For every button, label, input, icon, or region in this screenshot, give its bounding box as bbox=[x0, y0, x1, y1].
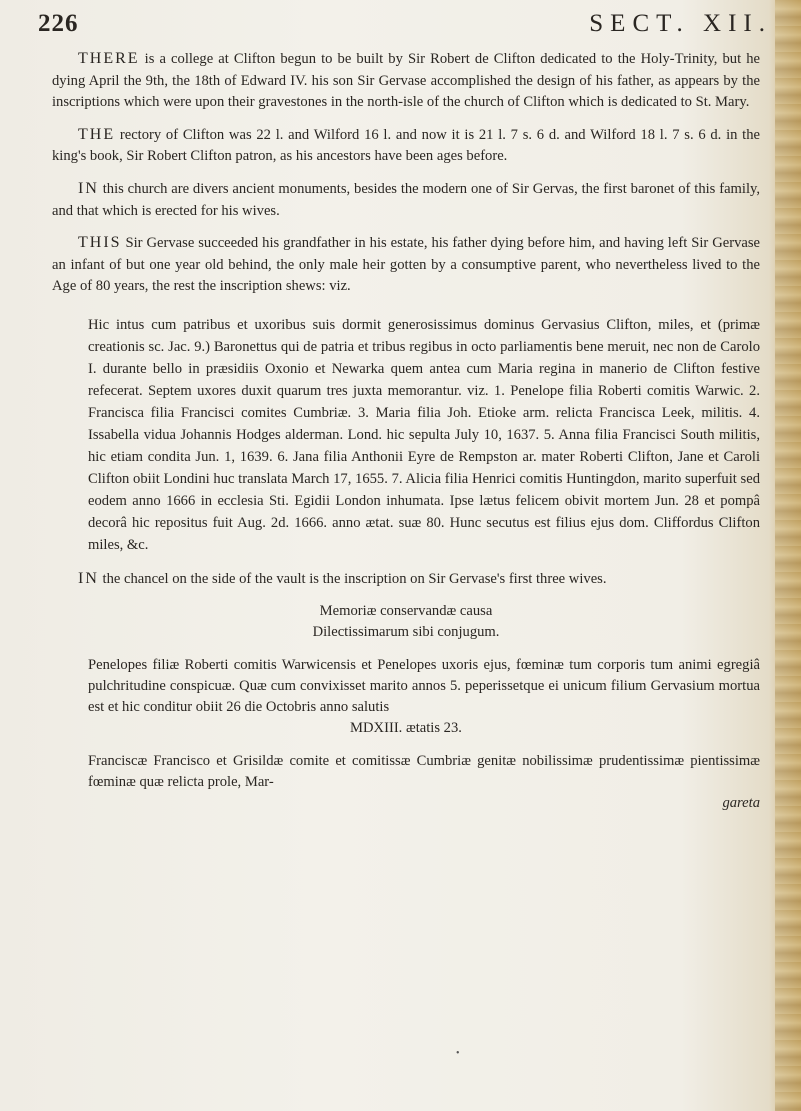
page-edge bbox=[775, 0, 801, 1111]
memoria-heading bbox=[52, 601, 760, 643]
paragraph-lead: THE bbox=[78, 125, 116, 143]
paragraph-lead: THIS bbox=[78, 234, 122, 252]
page-number: 226 bbox=[38, 10, 79, 37]
memoria-line-1: Memoriæ conservandæ causa bbox=[319, 602, 493, 619]
stray-mark: • bbox=[456, 1048, 460, 1059]
memoria-line-2: Dilectissimarum sibi conjugum. bbox=[312, 623, 500, 640]
paragraph-lead: THERE bbox=[78, 50, 140, 67]
page-header bbox=[38, 10, 774, 40]
paragraph-text: this church are divers ancient monuments, besides the modern one of Sir Gervas, the first baronet of this family, and that which is erected for his wives. bbox=[52, 180, 760, 219]
latin-inscription-penelope: Penelopes filiæ Roberti comitis Warwicensis et Penelopes uxoris ejus, fœminæ tum corporis tum animi egregiâ pulchritudine conspicuæ. Quæ cum convixisset marito annos 5. peperissetque ei unicum filium Gervasium mortua est et hic conditur obiit 26 die Octobris anno salutis bbox=[88, 656, 760, 715]
page-body bbox=[52, 48, 760, 815]
latin-inscription-monument: Hic intus cum patribus et uxoribus suis dormit generosissimus dominus Gervasius Clifton, miles, et (primæ creationis sc. Jac. 9.) Baronettus qui de patria et tribus regibus in octo parliamentis bene meruit, nec non de Carolo I. durante bello in præsidiis Oxonio et Newarka quem antea cum Maria regina in manerio de Clifton festive refecerat. Septem uxores duxit quarum tres juxta memorantur. viz. 1. Penelope filia Roberti comitis Warwic. 2. Francisca filia Francisci comites Cumbriæ. 3. Maria filia Joh. Etioke arm. relicta Francisca Leek, militis. 4. Issabella vidua Johannis Hodges alderman. Lond. hic sepulta July 10, 1637. 5. Anna filia Francisci South militis, hic etiam condita Jun. 1, 1639. 6. Jana filia Anthonii Eyre de Rempston ar. mater Roberti Clifton, Jane et Caroli Clifton obiit Londini huc translata March 17, 1655. 7. Alicia filia Henrici comitis Huntingdon, marito superfuit sed eodem anno 1666 in ecclesia Sti. Egidii London inhumata. Ipse lætus felicem obivit mortem Jun. 28 et pompâ decorâ hic repositus fuit Aug. 2d. 1666. anno ætat. suæ 80. Hunc secutus est filius ejus dom. Cliffordus Clifton miles, &c. bbox=[88, 316, 760, 553]
paragraph-text: the chancel on the side of the vault is the inscription on Sir Gervase's first three wives. bbox=[98, 570, 607, 587]
paragraph-text: rectory of Clifton was 22 l. and Wilford 16 l. and now it is 21 l. 7 s. 6 d. and Wilford 18 l. 7 s. 6 d. in the king's book, Sir Robert Clifton patron, as his ancestors have been ages before. bbox=[52, 126, 760, 165]
paragraph-college bbox=[52, 48, 760, 114]
paragraph-gervase bbox=[52, 232, 760, 298]
paragraph-lead: IN bbox=[78, 179, 99, 197]
paragraph-rectory bbox=[52, 124, 760, 168]
paragraph-monuments bbox=[52, 178, 760, 222]
paragraph-lead: IN bbox=[78, 569, 99, 587]
inscription-date-line: MDXIII. ætatis 23. bbox=[350, 719, 462, 736]
latin-inscription-francisca: Franciscæ Francisco et Grisildæ comite et comitissæ Cumbriæ genitæ nobilissimæ prudentissimæ pientissimæ fœminæ quæ relicta prole, Mar- bbox=[88, 753, 760, 791]
running-head: SECT. XII. bbox=[589, 10, 772, 37]
paragraph-chancel bbox=[52, 568, 760, 591]
paragraph-text: Sir Gervase succeeded his grandfather in his estate, his father dying before him, and having left Sir Gervase an infant of but one year old behind, the only male heir gotten by a consumptive parent, who nevertheless lived to the Age of 80 years, the rest the inscription shews: viz. bbox=[52, 235, 760, 295]
catchword: gareta bbox=[722, 795, 760, 812]
paragraph-text: is a college at Clifton begun to be built by Sir Robert de Clifton dedicated to the Holy-Trinity, but he dying April the 9th, the 18th of Edward IV. his son Sir Gervase accomplished the design of his father, as appears by the inscriptions which were upon their gravestones in the north-isle of the church of Clifton which is dedicated to St. Mary. bbox=[52, 51, 760, 111]
